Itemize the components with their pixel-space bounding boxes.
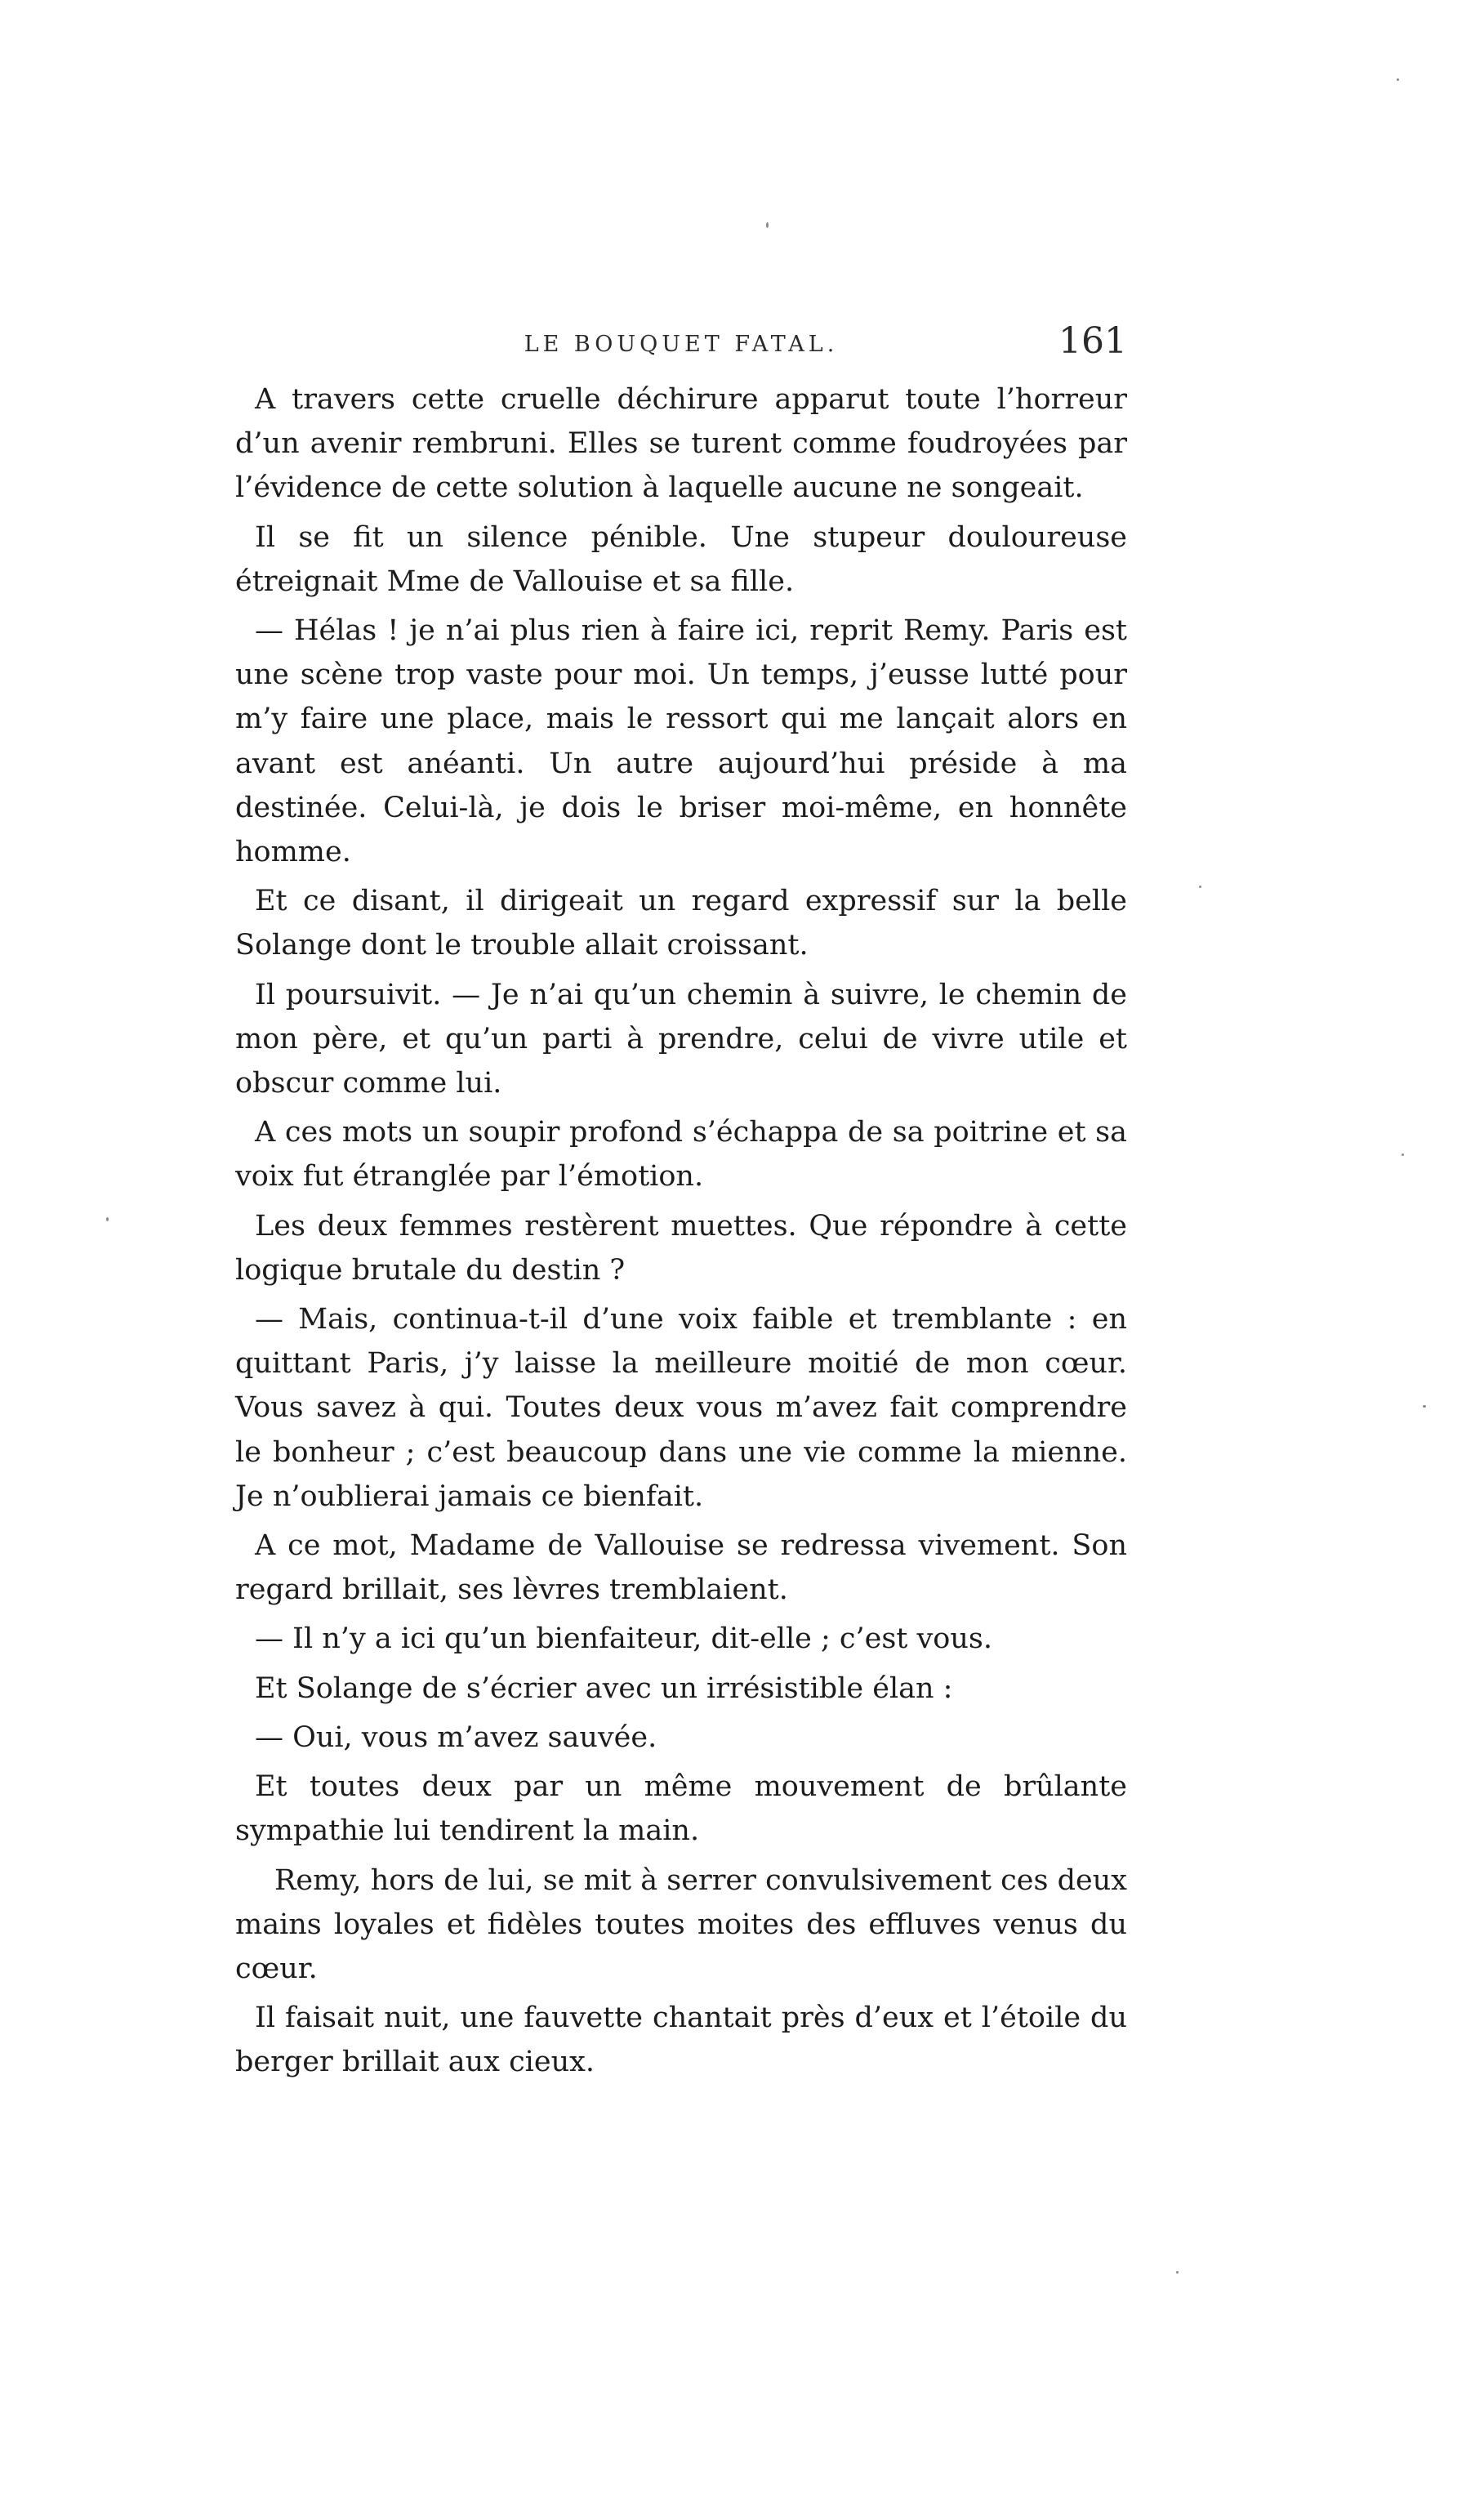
running-title: LE BOUQUET FATAL.: [524, 332, 839, 357]
paper-speck: [1199, 886, 1201, 888]
paragraph: Et toutes deux par un même mouvement de brûlante sympathie lui tendirent la main.: [235, 1770, 1127, 1848]
paragraph: Les deux femmes restèrent muettes. Que répondre à cette logique brutale du destin ?: [235, 1209, 1127, 1287]
paragraph: — Oui, vous m’avez sauvée.: [255, 1720, 657, 1754]
paragraph: — Mais, continua-t-il d’une voix faible et tremblante : en quittant Paris, j’y laisse la meilleure moitié de mon cœur. Vous savez à qui. Toutes deux vous m’avez fait comprendre le bonheur ; c’est beaucoup dans une vie comme la mienne. Je n’oublierai jamais ce bienfait.: [235, 1303, 1127, 1513]
paragraph: A travers cette cruelle déchirure apparut toute l’horreur d’un avenir rembruni. Elles se turent comme foudroyées par l’évidence de cette solution à laquelle aucune ne songeait.: [235, 383, 1127, 505]
paper-speck: [1397, 78, 1399, 81]
paragraph: A ces mots un soupir profond s’échappa de sa poitrine et sa voix fut étranglée par l’émotion.: [235, 1116, 1127, 1194]
page-number: 161: [1058, 320, 1127, 362]
paper-speck: [1423, 1405, 1426, 1408]
paragraph: Il se fit un silence pénible. Une stupeur douloureuse étreignait Mme de Vallouise et sa fille.: [235, 520, 1127, 598]
paper-speck: [1176, 2271, 1179, 2274]
paper-speck: [106, 1217, 109, 1221]
paragraph: — Hélas ! je n’ai plus rien à faire ici, reprit Remy. Paris est une scène trop vaste pour moi. Un temps, j’eusse lutté pour m’y faire une place, mais le ressort qui me lançait alors en avant est anéanti. Un autre aujourd’hui préside à ma destinée. Celui-là, je dois le briser moi-même, en honnête homme.: [235, 614, 1127, 869]
paragraph: Il faisait nuit, une fauvette chantait près d’eux et l’étoile du berger brillait aux cieux.: [235, 2001, 1127, 2079]
paragraph: Et ce disant, il dirigeait un regard expressif sur la belle Solange dont le trouble allait croissant.: [235, 885, 1127, 962]
paper-speck: [1402, 1154, 1404, 1156]
paragraph: Remy, hors de lui, se mit à serrer convulsivement ces deux mains loyales et fidèles toutes moites des effluves venus du cœur.: [235, 1863, 1127, 1985]
paragraph: Il poursuivit. — Je n’ai qu’un chemin à suivre, le chemin de mon père, et qu’un parti à prendre, celui de vivre utile et obscur comme lui.: [235, 978, 1127, 1100]
paragraph: — Il n’y a ici qu’un bienfaiteur, dit-elle ; c’est vous.: [255, 1622, 992, 1656]
page-header: [235, 320, 1127, 369]
body-text: [235, 377, 1127, 2090]
paragraph: Et Solange de s’écrier avec un irrésistible élan :: [255, 1671, 953, 1705]
paragraph: A ce mot, Madame de Vallouise se redressa vivement. Son regard brillait, ses lèvres tremblaient.: [235, 1529, 1127, 1607]
paper-speck: [766, 222, 769, 228]
